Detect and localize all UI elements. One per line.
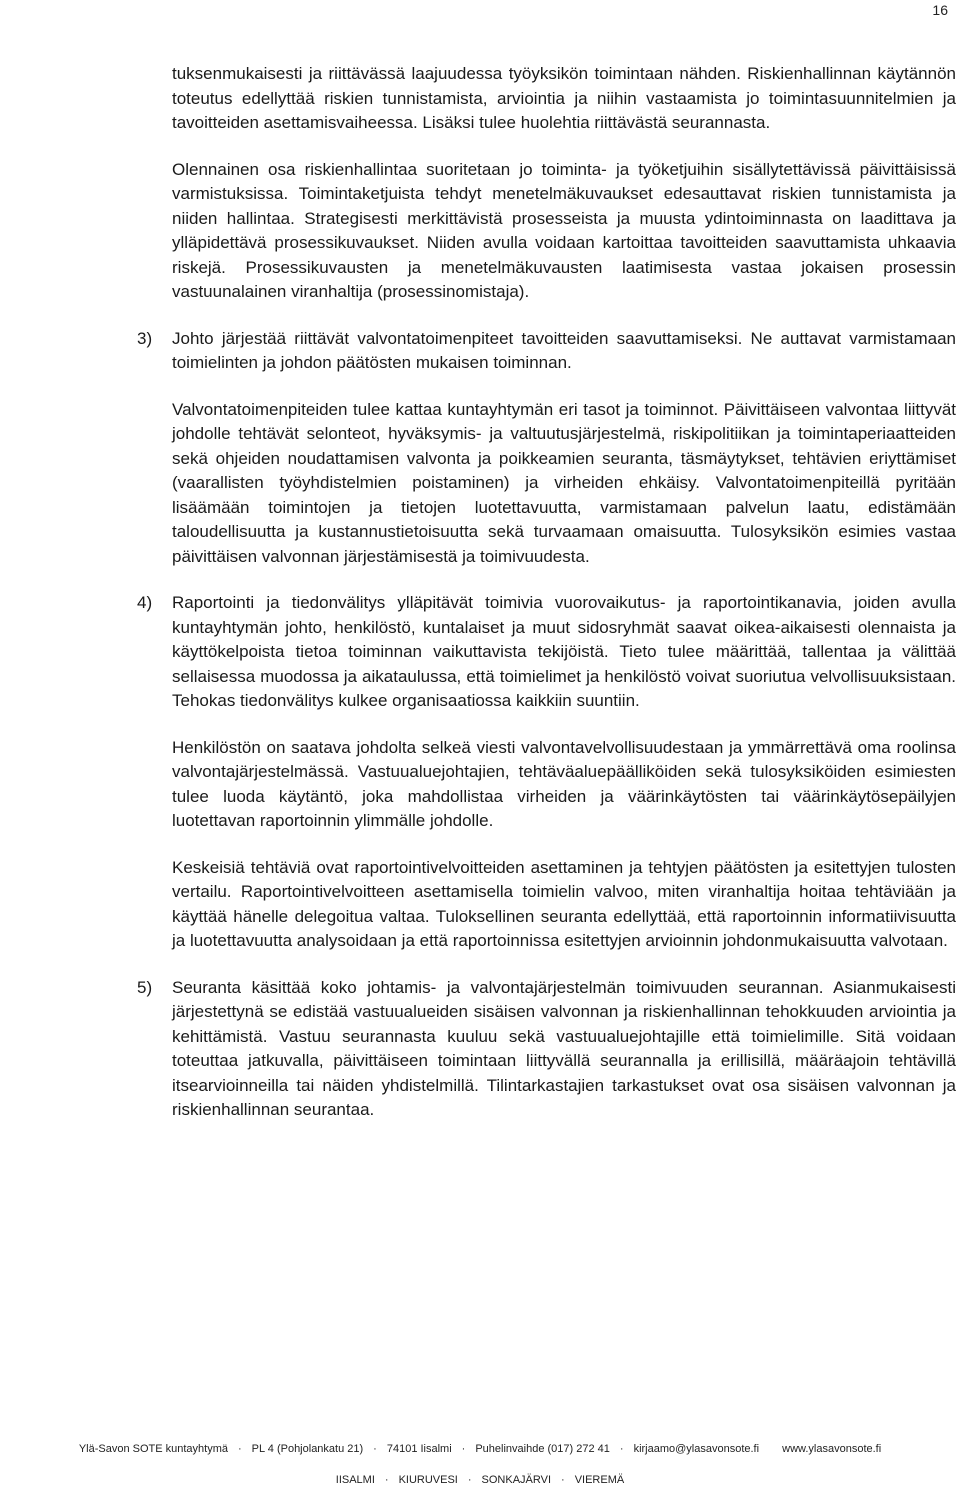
footer-address: PL 4 (Pohjolankatu 21): [251, 1443, 364, 1455]
list-item-text: Seuranta käsittää koko johtamis- ja valvontajärjestelmän toimivuuden seurannan. Asianmukaisesti järjestettynä se edistää vastuualueiden sisäisen valvonnan ja riskienhallinnan tehokkuuden arviointia ja kehittämistä. Vastuu seurannasta kuuluu sekä vastuualuejohtajille että toimielimille. Sitä voidaan toteuttaa jatkuvalla, päivittäiseen toimintaan liittyvällä seurannalla ja erillisillä, määräajoin tehtävillä itsearvioinneilla tai näiden yhdistelmillä. Tilintarkastajien tarkastukset ovat osa sisäisen valvonnan ja riskienhallinnan seurantaa.: [172, 977, 956, 1119]
paragraph-process-descriptions: Olennainen osa riskienhallintaa suoritetaan jo toiminta- ja työketjuihin sisällytettävissä päivittäisissä varmistuksissa. Toimintaketjuista tehdyt menetelmäkuvaukset edesauttavat riskien tunnistamista ja niiden hallintaa. Strategisesti merkittävistä prosesseista ja muusta ydintoiminnasta on laadittava ja ylläpidettävä prosessikuvaukset. Niiden avulla voidaan kartoittaa tavoitteiden saavuttamista uhkaavia riskejä. Prosessikuvausten ja menetelmäkuvausten laatimisesta vastaa jokaisen prosessin vastuunalainen viranhaltija (prosessinomistaja).: [172, 159, 956, 301]
footer-city: KIURUVESI: [398, 1474, 458, 1486]
footer-postal: 74101 Iisalmi: [386, 1443, 452, 1455]
document-body: [0, 62, 960, 1145]
footer-contact-line: Ylä-Savon SOTE kuntayhtymä · PL 4 (Pohjolankatu 21) · 74101 Iisalmi · Puhelinvaihde (017) 272 41 · kirjaamo@ylasavonsote.fi www.ylasavonsote.fi: [78, 1443, 882, 1455]
footer-email: kirjaamo@ylasavonsote.fi: [633, 1443, 760, 1455]
footer-city: VIEREMÄ: [574, 1474, 625, 1486]
list-number: 4): [137, 593, 153, 612]
page-number: 16: [932, 2, 948, 18]
list-item-4: [0, 591, 960, 714]
footer-web: www.ylasavonsote.fi: [782, 1443, 882, 1455]
footer-city: SONKAJÄRVI: [481, 1474, 552, 1486]
footer-cities-line: IISALMI · KIURUVESI · SONKAJÄRVI · VIEREMÄ: [335, 1474, 625, 1486]
list-number: 5): [137, 977, 153, 997]
paragraph-reporting-obligations: Keskeisiä tehtäviä ovat raportointivelvoitteiden asettaminen ja tehtyjen päätösten ja esitettyjen tulosten vertailu. Raportointivelvoitteen asettamisella toimielin valvoo, miten viranhaltija hoitaa tehtäviään ja käyttää hänelle delegoitua valtaa. Tuloksellinen seuranta edellyttää, että raportoinnin informatiivisuutta ja luotettavuutta analysoidaan ja että raportoinnissa esitettyjen arvioinnin johdonmukaisuutta valvotaan.: [172, 857, 956, 950]
paragraph-control-measures: Valvontatoimenpiteiden tulee kattaa kuntayhtymän eri tasot ja toiminnot. Päivittäiseen valvontaa liittyvät johdolle tehtävät selonteot, hyväksymis- ja valtuutusjärjestelmä, riskipolitiikan ja toimintaperiaatteiden sekä ohjeiden noudattamisen valvonta ja poikkeamien seuranta, täsmäytykset, tehtävien eriyttämiset (vaarallisten työyhdistelmien poistaminen) ja virheiden ehkäisy. Valvontatoimenpiteillä pyritään lisäämään toimintojen ja tietojen luotettavuutta, varmistamaan palvelun laatu, edistämään taloudellisuutta ja kustannustietoisuutta sekä turvaamaan omaisuutta. Tulosyksikön esimies vastaa päivittäisen valvonnan järjestämisestä ja toimivuudesta.: [172, 399, 956, 566]
list-item-3: [0, 327, 960, 376]
list-number: 3): [137, 328, 153, 348]
list-item-5: [0, 976, 960, 1123]
footer-city: IISALMI: [335, 1474, 375, 1486]
list-item-text: Johto järjestää riittävät valvontatoimenpiteet tavoitteiden saavuttamiseksi. Ne auttavat varmistamaan toimielinten ja johdon päätösten mukaisen toiminnan.: [172, 328, 956, 372]
footer-phone: Puhelinvaihde (017) 272 41: [475, 1443, 610, 1455]
list-item-text: Raportointi ja tiedonvälitys ylläpitävät toimivia vuorovaikutus- ja raportointikanavia, joiden avulla kuntayhtymän johto, henkilöstö, kuntalaiset ja muut sidosryhmät saavat oikea-aikaisesti olennaista ja käyttökelpoista tietoa toiminnan vaikuttavista tekijöistä. Tieto tulee määrittää, tallentaa ja välittää sellaisessa muodossa ja aikataulussa, että toimielimet ja henkilöstö voivat suoriutua velvollisuuksistaan. Tehokas tiedonvälitys kulkee organisaatiossa kaikkiin suuntiin.: [172, 593, 956, 710]
paragraph-staff-communication: Henkilöstön on saatava johdolta selkeä viesti valvontavelvollisuudestaan ja ymmärrettävä oma roolinsa valvontajärjestelmässä. Vastuualuejohtajien, tehtäväaluepäälliköiden sekä tulosyksiköiden esimiesten tulee luoda käytäntö, joka mahdollistaa virheiden ja väärinkäytösten tai väärinkäytösepäilyjen luotettavan raportoinnin ylimmälle johdolle.: [172, 737, 956, 830]
footer-org: Ylä-Savon SOTE kuntayhtymä: [78, 1443, 228, 1455]
paragraph-risk-management-intro: tuksenmukaisesti ja riittävässä laajuudessa työyksikön toimintaan nähden. Riskienhallinnan käytännön toteutus edellyttää riskien tunnistamista, arviointia ja niihin vastaamista jo toimintasuunnitelmien ja tavoitteiden asettamisvaiheessa. Lisäksi tulee huolehtia riittävästä seurannasta.: [172, 64, 956, 132]
